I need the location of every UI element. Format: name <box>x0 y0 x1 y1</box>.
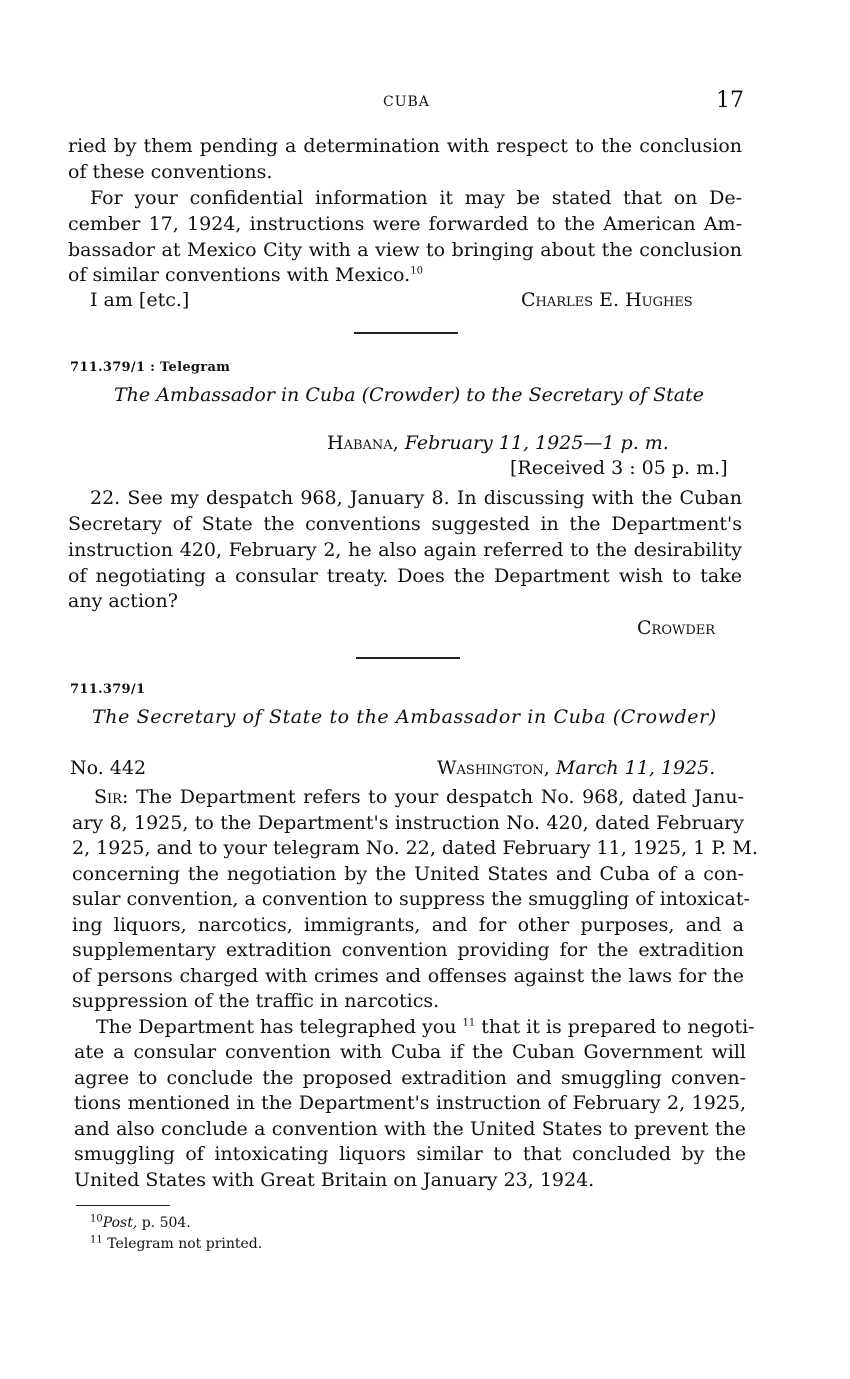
text-line: ing liquors, narcotics, immigrants, and for other purposes, and a <box>72 914 744 936</box>
footnote-ref: 10 <box>410 265 423 277</box>
text-line: 22. See my despatch 968, January 8. In discussing with the Cuban <box>90 487 742 509</box>
text-line: ate a consular convention with Cuba if the Cuban Government will <box>74 1041 746 1063</box>
page-number: 17 <box>716 88 744 113</box>
text-line: any action? <box>68 590 178 612</box>
text-line: bassador at Mexico City with a view to bringing about the conclusion <box>68 239 742 261</box>
text-line: Sir: The Department refers to your despatch No. 968, dated Janu- <box>94 786 744 808</box>
text-line: of negotiating a consular treaty. Does the Department wish to take <box>68 565 742 587</box>
date: February 11, 1925—1 p. m. <box>404 432 669 454</box>
text-line: sular convention, a convention to suppress the smuggling of intoxicat- <box>72 888 750 910</box>
divider <box>356 657 460 659</box>
date: March 11, 1925. <box>555 757 716 779</box>
signature-hughes: Charles E. Hughes <box>521 289 693 311</box>
instruction-number: No. 442 <box>70 757 147 779</box>
text-line: Secretary of State the conventions suggested in the Department's <box>68 513 742 535</box>
closing: I am [etc.] <box>90 289 190 311</box>
dateline <box>437 757 715 779</box>
text-line: of persons charged with crimes and offenses against the laws for the <box>72 965 744 987</box>
footnote: $^{11}$ Telegram not printed. <box>90 1234 263 1252</box>
text-line: of these conventions. <box>68 161 273 183</box>
place: Washington, <box>437 757 550 779</box>
text-line: United States with Great Britain on January 23, 1924. <box>74 1169 595 1191</box>
place: Habana, <box>327 432 399 454</box>
text-line: suppression of the traffic in narcotics. <box>72 990 440 1012</box>
text-line: and also conclude a convention with the United States to prevent the <box>74 1118 746 1140</box>
text-line: agree to conclude the proposed extradition and smuggling conven- <box>74 1067 746 1089</box>
text-line: cember 17, 1924, instructions were forwarded to the American Am- <box>68 213 742 235</box>
footnote-rule <box>76 1205 170 1206</box>
signature-crowder: Crowder <box>637 617 716 639</box>
salutation: Sir <box>94 786 122 808</box>
text-line: concerning the negotiation by the United States and Cuba of a con- <box>72 863 744 885</box>
document-heading: The Ambassador in Cuba (Crowder) to the Secretary of State <box>114 384 704 406</box>
text-line: tions mentioned in the Department's instruction of February 2, 1925, <box>74 1092 746 1114</box>
document-heading: The Secretary of State to the Ambassador in Cuba (Crowder) <box>92 706 717 728</box>
text-line: of similar conventions with Mexico.$^{10}$ <box>68 264 423 286</box>
text-line: ary 8, 1925, to the Department's instruction No. 420, dated February <box>72 812 744 834</box>
footnote: $^{10}$Post, p. 504. <box>90 1213 191 1231</box>
text-line: The Department has telegraphed you $^{11}$ that it is prepared to negoti- <box>96 1016 755 1038</box>
text-line: For your confidential information it may be stated that on De- <box>90 187 742 209</box>
file-number: 711.379/1 <box>70 682 146 697</box>
divider <box>354 332 458 334</box>
file-number: 711.379/1 : Telegram <box>70 360 231 375</box>
text-line: instruction 420, February 2, he also again referred to the desirability <box>68 539 742 561</box>
running-head: CUBA <box>383 94 430 110</box>
dateline <box>327 432 669 454</box>
text-line: smuggling of intoxicating liquors similar to that concluded by the <box>74 1143 746 1165</box>
received-note: [Received 3 : 05 p. m.] <box>510 457 728 479</box>
footnote-ref: 11 <box>462 1017 476 1029</box>
text-line: 2, 1925, and to your telegram No. 22, dated February 11, 1925, 1 P. M. <box>72 837 758 859</box>
text-line: ried by them pending a determination with respect to the conclusion <box>68 135 742 157</box>
text-line: supplementary extradition convention providing for the extradition <box>72 939 744 961</box>
